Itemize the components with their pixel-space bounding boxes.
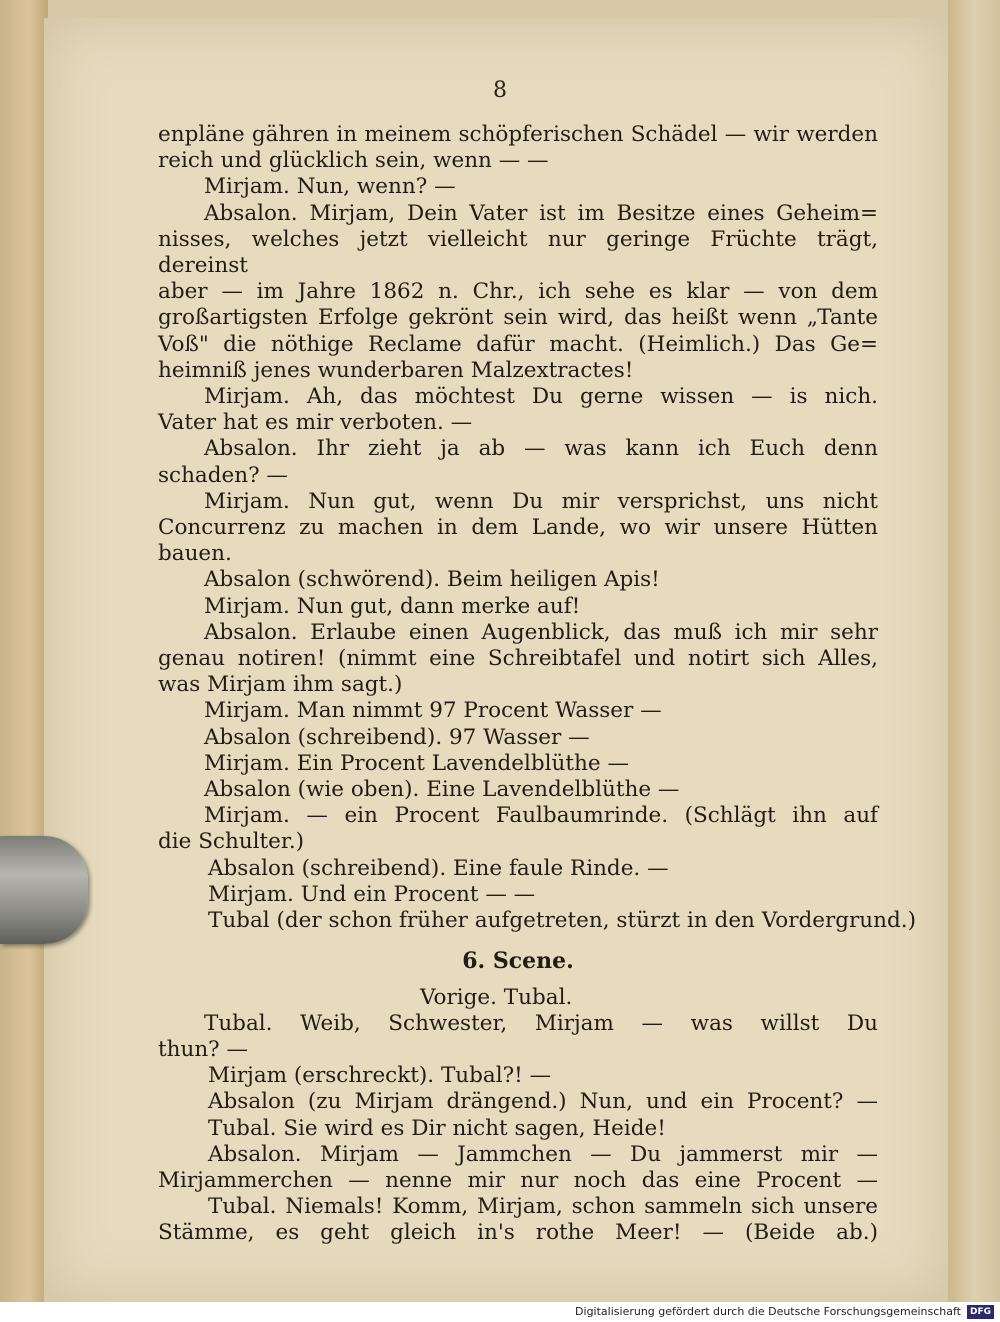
text-line: Absalon. Mirjam — Jammchen — Du jammerst mir — [208,1141,878,1167]
text-line: Mirjam. Ah, das möchtest Du gerne wissen — is nich. [204,384,878,410]
page-clip [0,836,88,944]
text-line: Mirjammerchen — nenne mir nur noch das eine Procent — [158,1167,878,1193]
text-line: Tubal. Weib, Schwester, Mirjam — was willst Du [204,1010,878,1036]
text-line: Mirjam. Man nimmt 97 Procent Wasser — [204,698,662,724]
text-line: Mirjam. — ein Procent Faulbaumrinde. (Schlägt ihn auf [204,803,878,829]
text-line: Mirjam. Ein Procent Lavendelblüthe — [204,750,629,776]
text-line: Absalon (schreibend). Eine faule Rinde. — [208,855,669,881]
dialogue-block-after [158,985,878,1247]
text-line: Tubal (der schon früher aufgetreten, stürzt in den Vordergrund.) [208,908,916,934]
facing-page-edge [948,0,1000,1302]
book-cover-edge [0,0,48,1302]
page-number: 8 [493,78,507,103]
text-line: aber — im Jahre 1862 n. Chr., ich sehe es klar — von dem [158,279,878,305]
text-line: Absalon (wie oben). Eine Lavendelblüthe — [204,777,680,803]
text-line: Absalon (schwörend). Beim heiligen Apis! [204,567,660,593]
text-line: Absalon. Erlaube einen Augenblick, das muß ich mir sehr [204,619,878,645]
footer-credit: Digitalisierung gefördert durch die Deutsche Forschungsgemeinschaft [575,1305,961,1318]
scene-heading: 6. Scene. [462,948,574,975]
text-line: Mirjam (erschreckt). Tubal?! — [208,1063,552,1089]
text-line: Mirjam. Nun gut, wenn Du mir versprichst, uns nicht [204,488,878,514]
text-line: die Schulter.) [158,829,305,855]
text-line: Stämme, es geht gleich in's rothe Meer! — (Beide ab.) [158,1220,878,1246]
text-line: Absalon (zu Mirjam drängend.) Nun, und ein Procent? — [208,1089,878,1115]
text-line: Absalon (schreibend). 97 Wasser — [204,724,590,750]
text-line: Tubal. Niemals! Komm, Mirjam, schon sammeln sich unsere [208,1194,878,1220]
dfg-logo: DFG [967,1305,994,1319]
text-line: Vater hat es mir verboten. — [158,410,473,436]
text-line: Vorige. Tubal. [420,984,573,1010]
text-line: heimniß jenes wunderbaren Malzextractes! [158,357,634,383]
text-line: Absalon. Ihr zieht ja ab — was kann ich Euch denn [204,436,878,462]
text-line: genau notiren! (nimmt eine Schreibtafel und notirt sich Alles, [158,646,878,672]
text-line: Mirjam. Nun gut, dann merke auf! [204,593,581,619]
text-line: was Mirjam ihm sagt.) [158,672,403,698]
footer-bar [0,1302,1000,1322]
dialogue-block [158,122,916,934]
text-line: Tubal. Sie wird es Dir nicht sagen, Heide! [208,1115,666,1141]
text-line: enpläne gähren in meinem schöpferischen Schädel — wir werden [158,122,878,147]
text-line: großartigsten Erfolge gekrönt sein wird, das heißt wenn „Tante [158,305,878,331]
body-text [158,122,916,1247]
text-line: thun? — [158,1036,249,1062]
text-line: schaden? — [158,462,288,488]
text-line: Concurrenz zu machen in dem Lande, wo wir unsere Hütten bauen. [158,515,878,567]
text-line: reich und glücklich sein, wenn — — [158,148,549,174]
text-line: Absalon. Mirjam, Dein Vater ist im Besitze eines Geheim= [204,200,878,226]
text-line: nisses, welches jetzt vielleicht nur geringe Früchte trägt, dereinst [158,226,878,279]
text-line: Mirjam. Nun, wenn? — [204,174,456,200]
text-line: Mirjam. Und ein Procent — — [208,881,536,907]
text-line: Voß" die nöthige Reclame dafür macht. (Heimlich.) Das Ge= [158,331,878,357]
